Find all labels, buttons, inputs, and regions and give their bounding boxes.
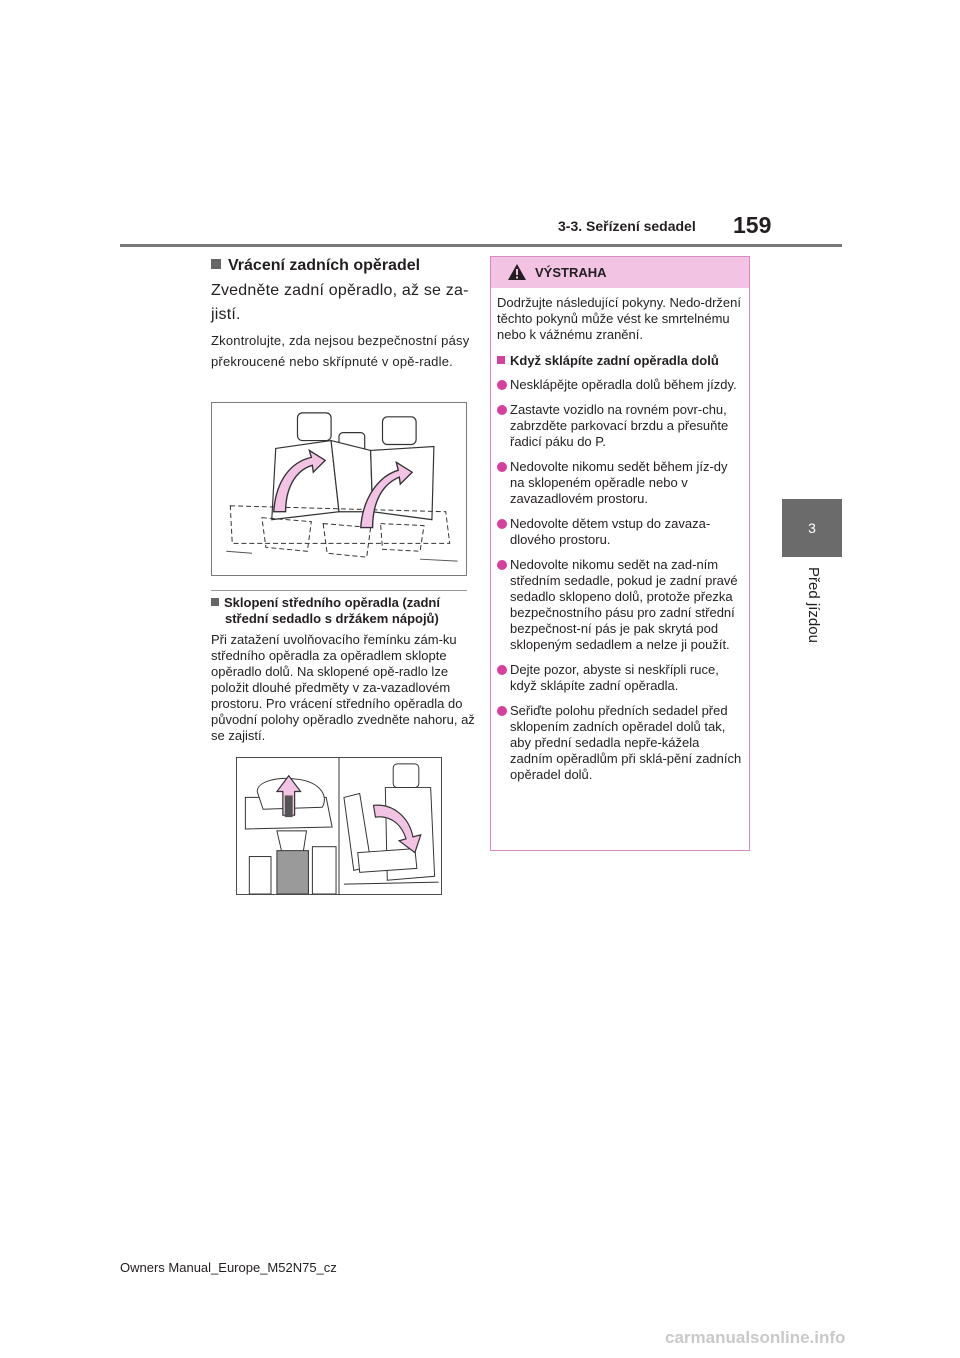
rear-seat-illustration	[211, 402, 467, 576]
bullet-dot-icon	[497, 706, 507, 716]
warning-bullet: Nedovolte nikomu sedět na zad-ním středním sedadle, pokud je zadní pravé sedadlo sklopeno dolů, protože přezka bezpečnostního pásu pro zadní střední bezpečnost-ní pás je pak skrytá pod sklopeným sedadlem a nelze ji použít.	[497, 557, 743, 653]
divider	[211, 590, 467, 591]
warning-bullet: Nedovolte nikomu sedět během jíz-dy na sklopeném opěradle nebo v zavazadlovém prostoru.	[497, 459, 743, 507]
heading-fold-center-backrest: Sklopení středního opěradla (zadní střední sedadlo s držákem nápojů)	[211, 595, 485, 627]
square-bullet-icon	[211, 598, 219, 606]
chapter-number: 3	[808, 520, 816, 536]
center-backrest-illustration	[236, 757, 442, 895]
note-paragraph: Zkontrolujte, zda nejsou bezpečnostní pásy překroucené nebo skřípnuté v opě-radle.	[211, 333, 470, 369]
heading-return-backrests: Vrácení zadních opěradel	[211, 256, 471, 276]
warning-bullet: Seřiďte polohu předních sedadel před sklopením zadních opěradel dolů tak, aby přední sedadla nepře-kážela zadním opěradlům při sklá-pění zadních opěradel dolů.	[497, 703, 743, 783]
warning-content	[497, 295, 743, 792]
square-bullet-icon	[211, 259, 221, 269]
section-title: 3-3. Seřízení sedadel	[558, 218, 696, 234]
bullet-dot-icon	[497, 665, 507, 675]
watermark[interactable]: carmanualsonline.info	[665, 1328, 846, 1347]
footer-text: Owners Manual_Europe_M52N75_cz	[120, 1260, 337, 1275]
warning-header	[491, 257, 749, 288]
bullet-dot-icon	[497, 560, 507, 570]
bullet-dot-icon	[497, 405, 507, 415]
page-number: 159	[733, 212, 772, 238]
warning-subheading: Když sklápíte zadní opěradla dolů	[497, 353, 743, 369]
warning-bullet: Nedovolte dětem vstup do zavaza-dlového prostoru.	[497, 516, 743, 548]
warning-box	[490, 256, 750, 851]
warning-bullet: Dejte pozor, abyste si neskřípli ruce, když sklápíte zadní opěradla.	[497, 662, 743, 694]
header-rule	[120, 244, 842, 247]
lead-paragraph: Zvedněte zadní opěradlo, až se za-jistí.	[211, 282, 469, 323]
warning-intro: Dodržujte následující pokyny. Nedo-držení těchto pokynů může vést ke smrtelnému nebo k vážnému zranění.	[497, 295, 741, 342]
center-backrest-paragraph: Při zatažení uvolňovacího řemínku zám-ku středního opěradla za opěradlem sklopte opěradlo dolů. Na sklopené opě-radlo lze položit dlouhé předměty v za-vazadlovém prostoru. Pro vrácení středního opěradla do původní polohy opěradlo zvedněte nahoru, až se zajistí.	[211, 632, 475, 743]
warning-bullet: Zastavte vozidlo na rovném povr-chu, zabrzděte parkovací brzdu a přesuňte řadicí páku do P.	[497, 402, 743, 450]
square-bullet-icon	[497, 356, 505, 364]
bullet-dot-icon	[497, 519, 507, 529]
bullet-dot-icon	[497, 462, 507, 472]
chapter-title: Před jízdou	[805, 567, 822, 643]
warning-title: VÝSTRAHA	[535, 265, 607, 280]
warning-triangle-icon	[507, 263, 527, 281]
bullet-dot-icon	[497, 380, 507, 390]
warning-bullet: Nesklápějte opěradla dolů během jízdy.	[497, 377, 743, 393]
chapter-tab	[782, 499, 842, 557]
